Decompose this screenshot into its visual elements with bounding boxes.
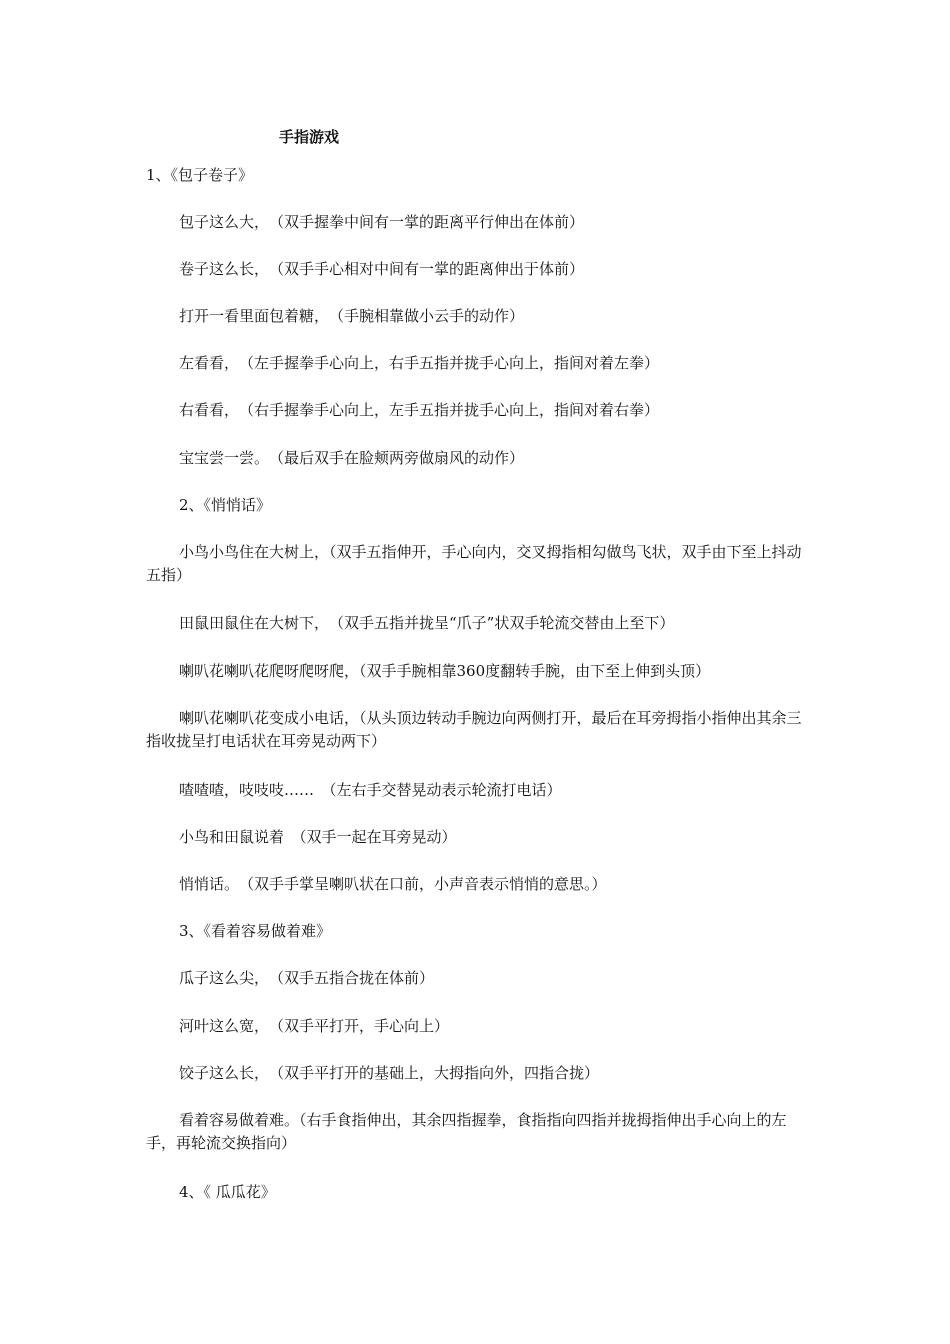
- section-heading-4: 4、《 瓜瓜花》: [179, 1183, 276, 1201]
- body-line: 田鼠田鼠住在大树下， （双手五指并拢呈“爪子”状双手轮流交替由上至下）: [179, 614, 675, 632]
- body-line: 卷子这么长， （双手手心相对中间有一掌的距离伸出于体前）: [179, 260, 585, 278]
- body-line: 宝宝尝一尝。 （最后双手在脸颊两旁做扇风的动作）: [179, 449, 525, 467]
- body-line: 小鸟和田鼠说着 （双手一起在耳旁晃动）: [179, 828, 457, 846]
- body-line: 打开一看里面包着糖， （手腕相靠做小云手的动作）: [179, 307, 525, 325]
- body-line: 瓜子这么尖， （双手五指合拢在体前）: [179, 969, 435, 987]
- body-line: 左看看， （左手握拳手心向上，右手五指并拢手心向上，指间对着左拳）: [179, 354, 660, 372]
- body-line: 包子这么大， （双手握拳中间有一掌的距离平行伸出在体前）: [179, 213, 585, 231]
- section-heading-3: 3、《看着容易做着难》: [179, 922, 332, 940]
- body-paragraph: 看着容易做着难。（右手食指伸出，其余四指握拳，食指指向四指并拢拇指伸出手心向上的左手，再轮流交换指向）: [146, 1111, 787, 1152]
- document-title: 手指游戏: [279, 128, 340, 146]
- body-line: 河叶这么宽， （双手平打开，手心向上）: [179, 1017, 450, 1035]
- body-line: 悄悄话。 （双手手掌呈喇叭状在口前，小声音表示悄悄的意思。）: [179, 875, 607, 893]
- body-line: 饺子这么长， （双手平打开的基础上，大拇指向外，四指合拢）: [179, 1064, 600, 1082]
- body-line: 右看看， （右手握拳手心向上，左手五指并拢手心向上，指间对着右拳）: [179, 401, 660, 419]
- body-paragraph: 小鸟小鸟住在大树上，（双手五指伸开，手心向内，交叉拇指相勾做鸟飞状，双手由下至上抖动五指）: [146, 543, 802, 584]
- section-heading-2: 2、《悄悄话》: [179, 496, 272, 514]
- body-line: 喇叭花喇叭花爬呀爬呀爬，（双手手腕相靠360度翻转手腕，由下至上伸到头顶）: [179, 662, 711, 680]
- body-line: 喳喳喳，吱吱吱…… （左右手交替晃动表示轮流打电话）: [179, 781, 562, 799]
- body-paragraph: 喇叭花喇叭花变成小电话，（从头顶边转动手腕边向两侧打开，最后在耳旁拇指小指伸出其余三指收拢呈打电话状在耳旁晃动两下）: [146, 709, 802, 750]
- section-heading-1: 1、《包子卷子》: [146, 166, 254, 184]
